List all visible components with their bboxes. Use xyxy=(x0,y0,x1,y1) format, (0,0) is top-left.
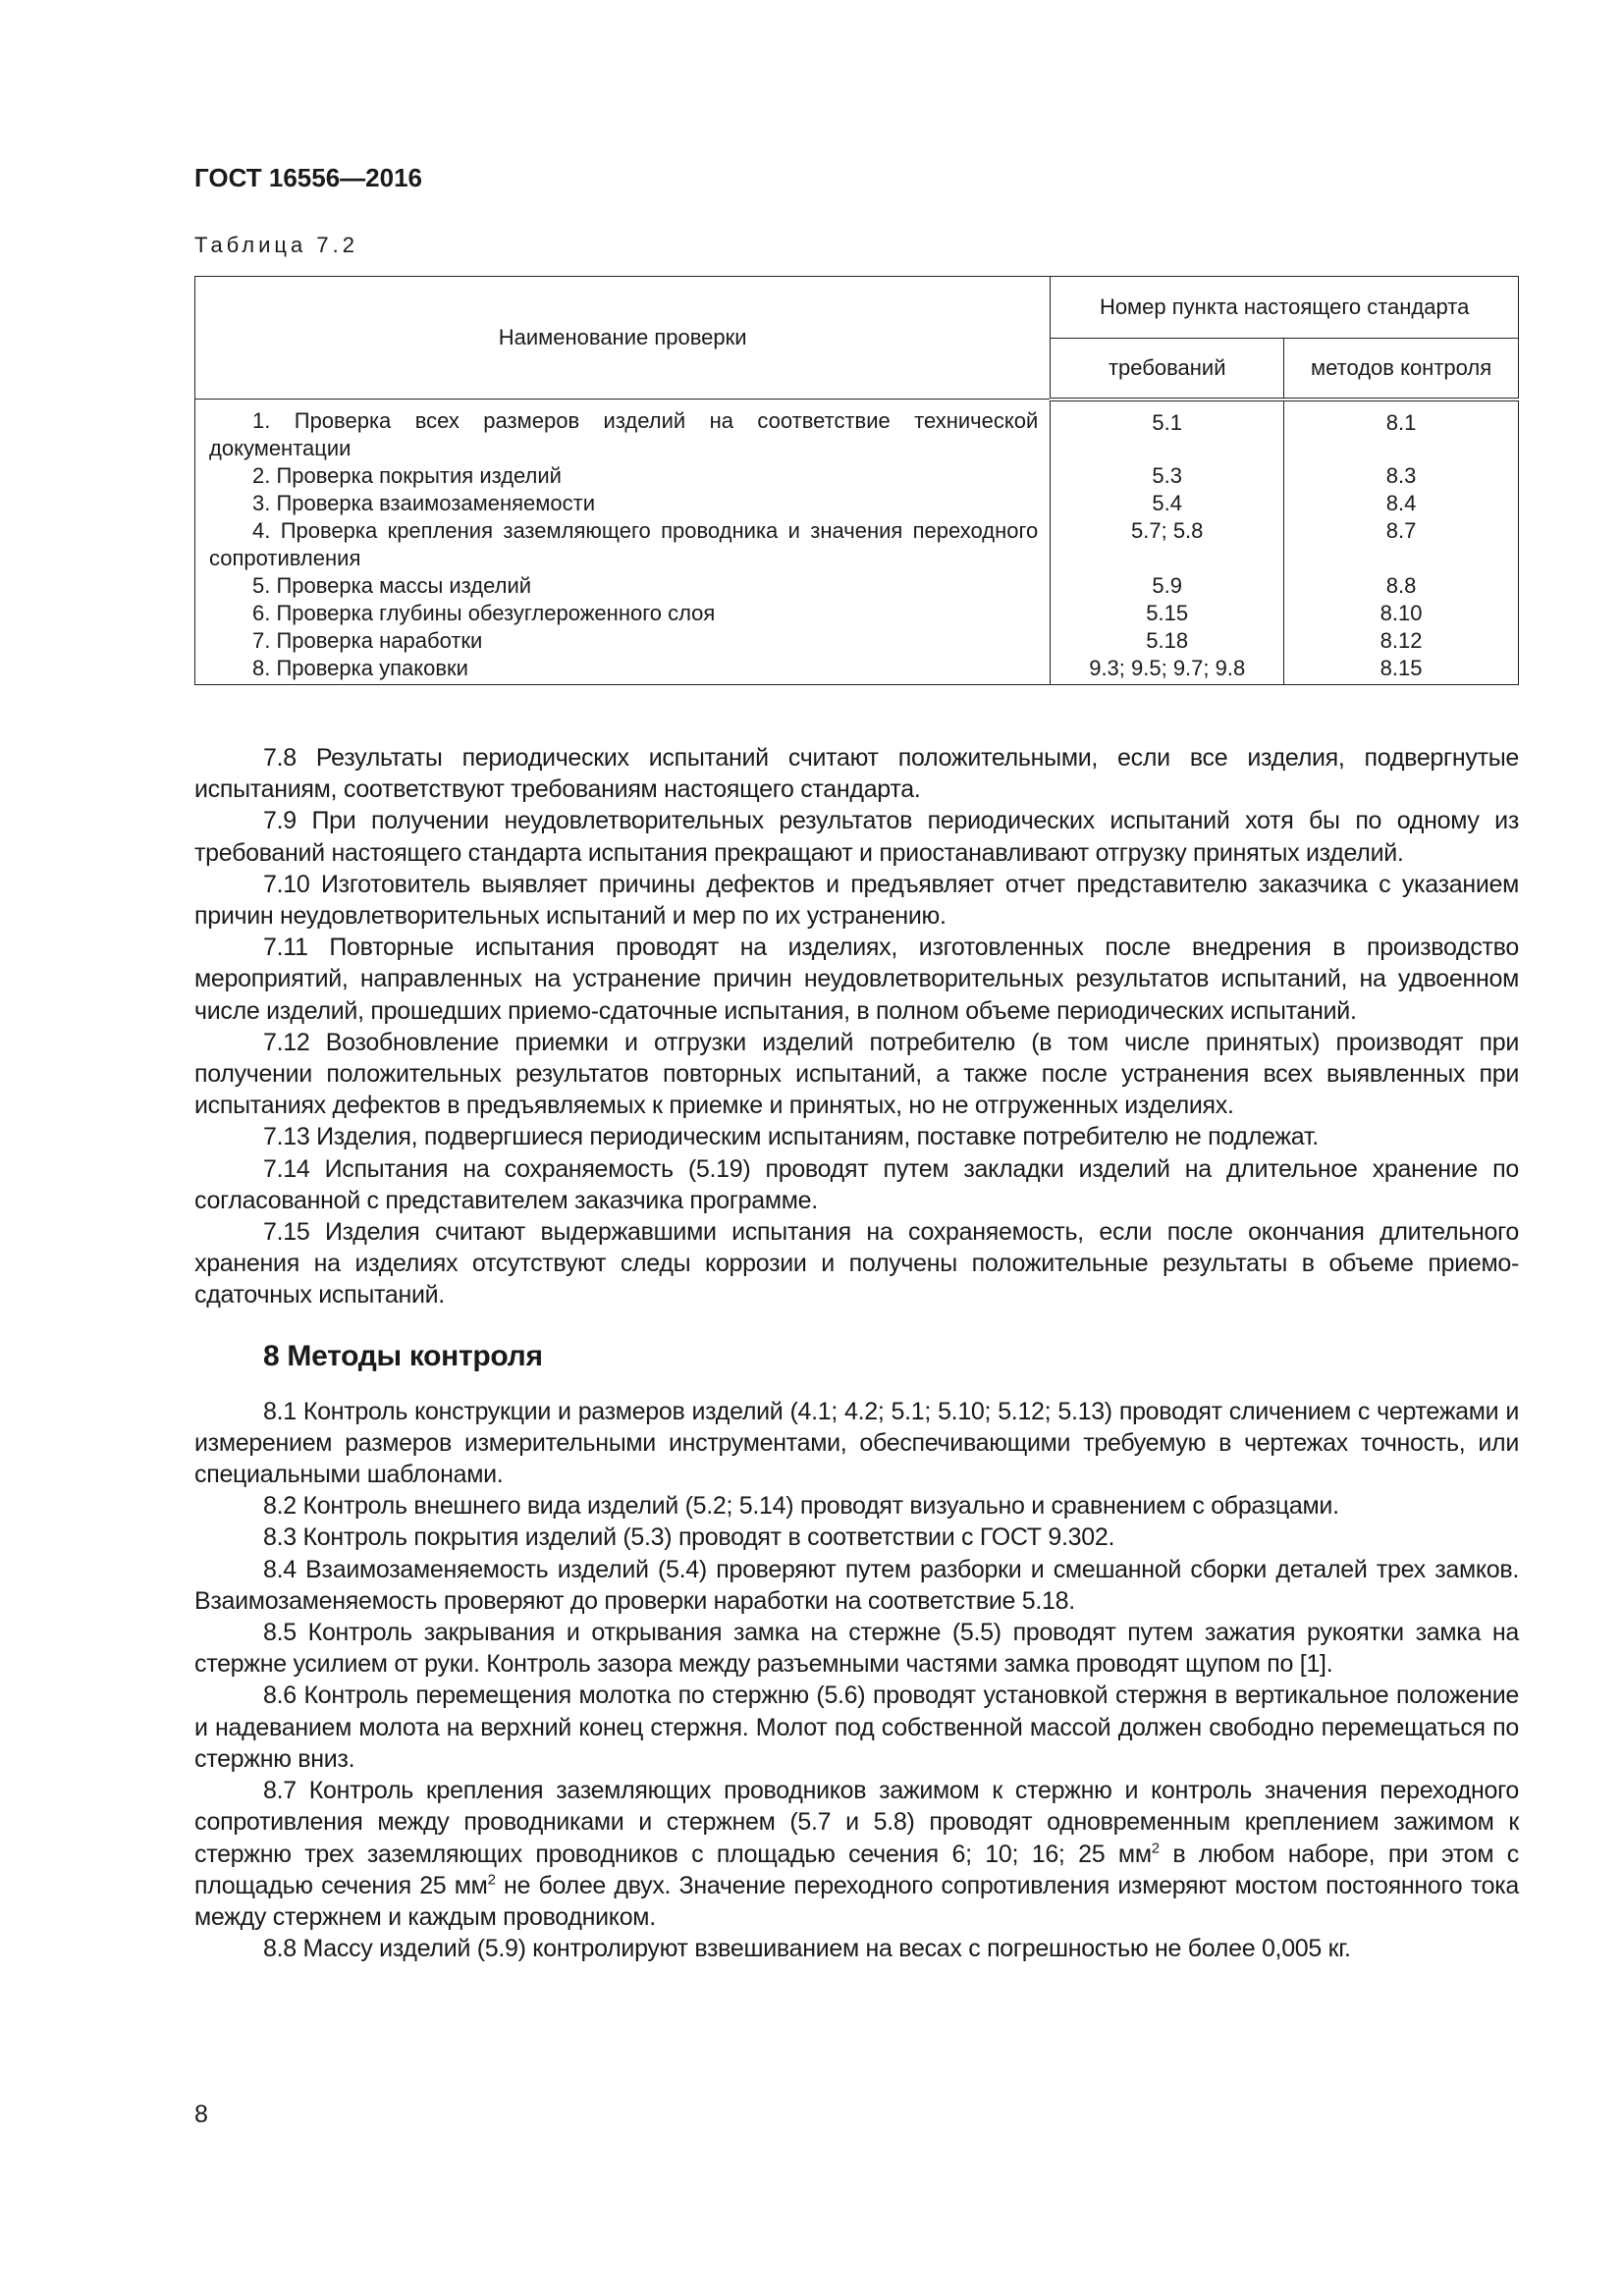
requirements-clause: 5.7; 5.8 xyxy=(1051,517,1284,572)
table-row xyxy=(195,600,1519,627)
paragraph: 8.1 Контроль конструкции и размеров изделий (4.1; 4.2; 5.1; 5.10; 5.12; 5.13) проводят сличением с чертежами и измерением размеров измерительными инструментами, обеспечивающими требуемую в чертежах точность, или специальными шаблонами. xyxy=(194,1397,1519,1489)
requirements-clause: 5.15 xyxy=(1051,600,1284,627)
check-name: 6. Проверка глубины обезуглероженного слоя xyxy=(195,600,1051,627)
requirements-clause: 9.3; 9.5; 9.7; 9.8 xyxy=(1051,655,1284,685)
paragraph: 7.14 Испытания на сохраняемость (5.19) проводят путем закладки изделий на длительное хранение по согласованной с представителем заказчика программе. xyxy=(194,1154,1519,1214)
paragraph: 7.13 Изделия, подвергшиеся периодическим испытаниям, поставке потребителю не подлежат. xyxy=(263,1123,1319,1151)
table-7-2 xyxy=(194,276,1519,685)
table-row xyxy=(195,627,1519,655)
col-header-name: Наименование проверки xyxy=(195,277,1051,400)
paragraph: 7.12 Возобновление приемки и отгрузки изделий потребителю (в том числе принятых) производят при получении положительных результатов повторных испытаний, а также после устранения всех выявленных при испытаниях дефектов в предъявляемых к приемке и принятых, но не отгруженных изделиях. xyxy=(194,1028,1519,1120)
requirements-clause: 5.1 xyxy=(1051,400,1284,463)
check-name: 4. Проверка крепления заземляющего проводника и значения переходного сопротивления xyxy=(195,517,1051,572)
paragraph: 8.3 Контроль покрытия изделий (5.3) проводят в соответствии с ГОСТ 9.302. xyxy=(263,1523,1115,1552)
col-header-requirements: требований xyxy=(1051,339,1284,400)
section-heading: 8 Методы контроля xyxy=(263,1339,543,1372)
methods-clause: 8.1 xyxy=(1284,400,1519,463)
check-name: 1. Проверка всех размеров изделий на соответствие технической документации xyxy=(195,400,1051,463)
paragraph: 7.11 Повторные испытания проводят на изделиях, изготовленных после внедрения в производство мероприятий, направленных на устранение причин неудовлетворительных результатов испытаний, на удвоенном числе изделий, прошедших приемо-сдаточные испытания, в полном объеме периодических испытаний. xyxy=(194,934,1519,1025)
methods-clause: 8.3 xyxy=(1284,462,1519,490)
methods-clause: 8.12 xyxy=(1284,627,1519,655)
col-header-group: Номер пункта настоящего стандарта xyxy=(1051,277,1519,339)
check-name: 2. Проверка покрытия изделий xyxy=(195,462,1051,490)
check-name: 8. Проверка упаковки xyxy=(195,655,1051,685)
check-name: 3. Проверка взаимозаменяемости xyxy=(195,490,1051,517)
table-row xyxy=(195,400,1519,463)
paragraph: 7.8 Результаты периодических испытаний считают положительными, если все изделия, подвергнутые испытаниям, соответствуют требованиям настоящего стандарта. xyxy=(194,744,1519,804)
table-row xyxy=(195,490,1519,517)
requirements-clause: 5.9 xyxy=(1051,572,1284,600)
paragraph: 8.6 Контроль перемещения молотка по стержню (5.6) проводят установкой стержня в вертикальное положение и надеванием молота на верхний конец стержня. Молот под собственной массой должен свободно перемещаться по стержню вниз. xyxy=(194,1682,1519,1773)
table-row xyxy=(195,517,1519,572)
requirements-clause: 5.18 xyxy=(1051,627,1284,655)
document-header: ГОСТ 16556—2016 xyxy=(194,163,422,192)
paragraph-8-7: 8.7 Контроль крепления заземляющих проводников зажимом к стержню и контроль значения переходного сопротивления между проводниками и стержнем (5.7 и 5.8) проводят одновременным креплением зажимом к стержню трех заземляющих проводников с площадью сечения 6; 10; 16; 25 $мм^2$ в любом наборе, при этом с площадью сечения 25 $мм^2$ не более двух. Значение переходного сопротивления измеряют мостом постоянного тока между стержнем и каждым проводником. xyxy=(194,1777,1519,1931)
methods-clause: 8.4 xyxy=(1284,490,1519,517)
table-row xyxy=(195,655,1519,685)
page-number: 8 xyxy=(194,2101,208,2128)
col-header-methods: методов контроля xyxy=(1284,339,1519,400)
check-name: 7. Проверка наработки xyxy=(195,627,1051,655)
document-body xyxy=(194,742,1519,1964)
check-name: 5. Проверка массы изделий xyxy=(195,572,1051,600)
methods-clause: 8.7 xyxy=(1284,517,1519,572)
paragraph: 8.5 Контроль закрывания и открывания замка на стержне (5.5) проводят путем зажатия рукоятки замка на стержне усилием от руки. Контроль зазора между разъемными частями замка проводят щупом по [1]. xyxy=(194,1619,1519,1679)
paragraph: 7.9 При получении неудовлетворительных результатов периодических испытаний хотя бы по одному из требований настоящего стандарта испытания прекращают и приостанавливают отгрузку принятых изделий. xyxy=(194,807,1519,867)
methods-clause: 8.15 xyxy=(1284,655,1519,685)
paragraph: 8.2 Контроль внешнего вида изделий (5.2; 5.14) проводят визуально и сравнением с образцами. xyxy=(263,1492,1339,1521)
requirements-clause: 5.4 xyxy=(1051,490,1284,517)
paragraph: 7.10 Изготовитель выявляет причины дефектов и предъявляет отчет представителю заказчика с указанием причин неудовлетворительных испытаний и мер по их устранению. xyxy=(194,870,1519,931)
methods-clause: 8.10 xyxy=(1284,600,1519,627)
methods-clause: 8.8 xyxy=(1284,572,1519,600)
table-row xyxy=(195,462,1519,490)
requirements-clause: 5.3 xyxy=(1051,462,1284,490)
paragraph: 8.4 Взаимозаменяемость изделий (5.4) проверяют путем разборки и смешанной сборки деталей трех замков. Взаимозаменяемость проверяют до проверки наработки на соответствие 5.18. xyxy=(194,1555,1519,1615)
table-caption: Таблица 7.2 xyxy=(194,233,358,257)
table-row xyxy=(195,572,1519,600)
paragraph-8-8: 8.8 Массу изделий (5.9) контролируют взвешиванием на весах с погрешностью не более 0,005 кг. xyxy=(263,1935,1351,1963)
paragraph: 7.15 Изделия считают выдержавшими испытания на сохраняемость, если после окончания длительного хранения на изделиях отсутствуют следы коррозии и получены положительные результаты в объеме приемо-сдаточных испытаний. xyxy=(194,1218,1519,1309)
